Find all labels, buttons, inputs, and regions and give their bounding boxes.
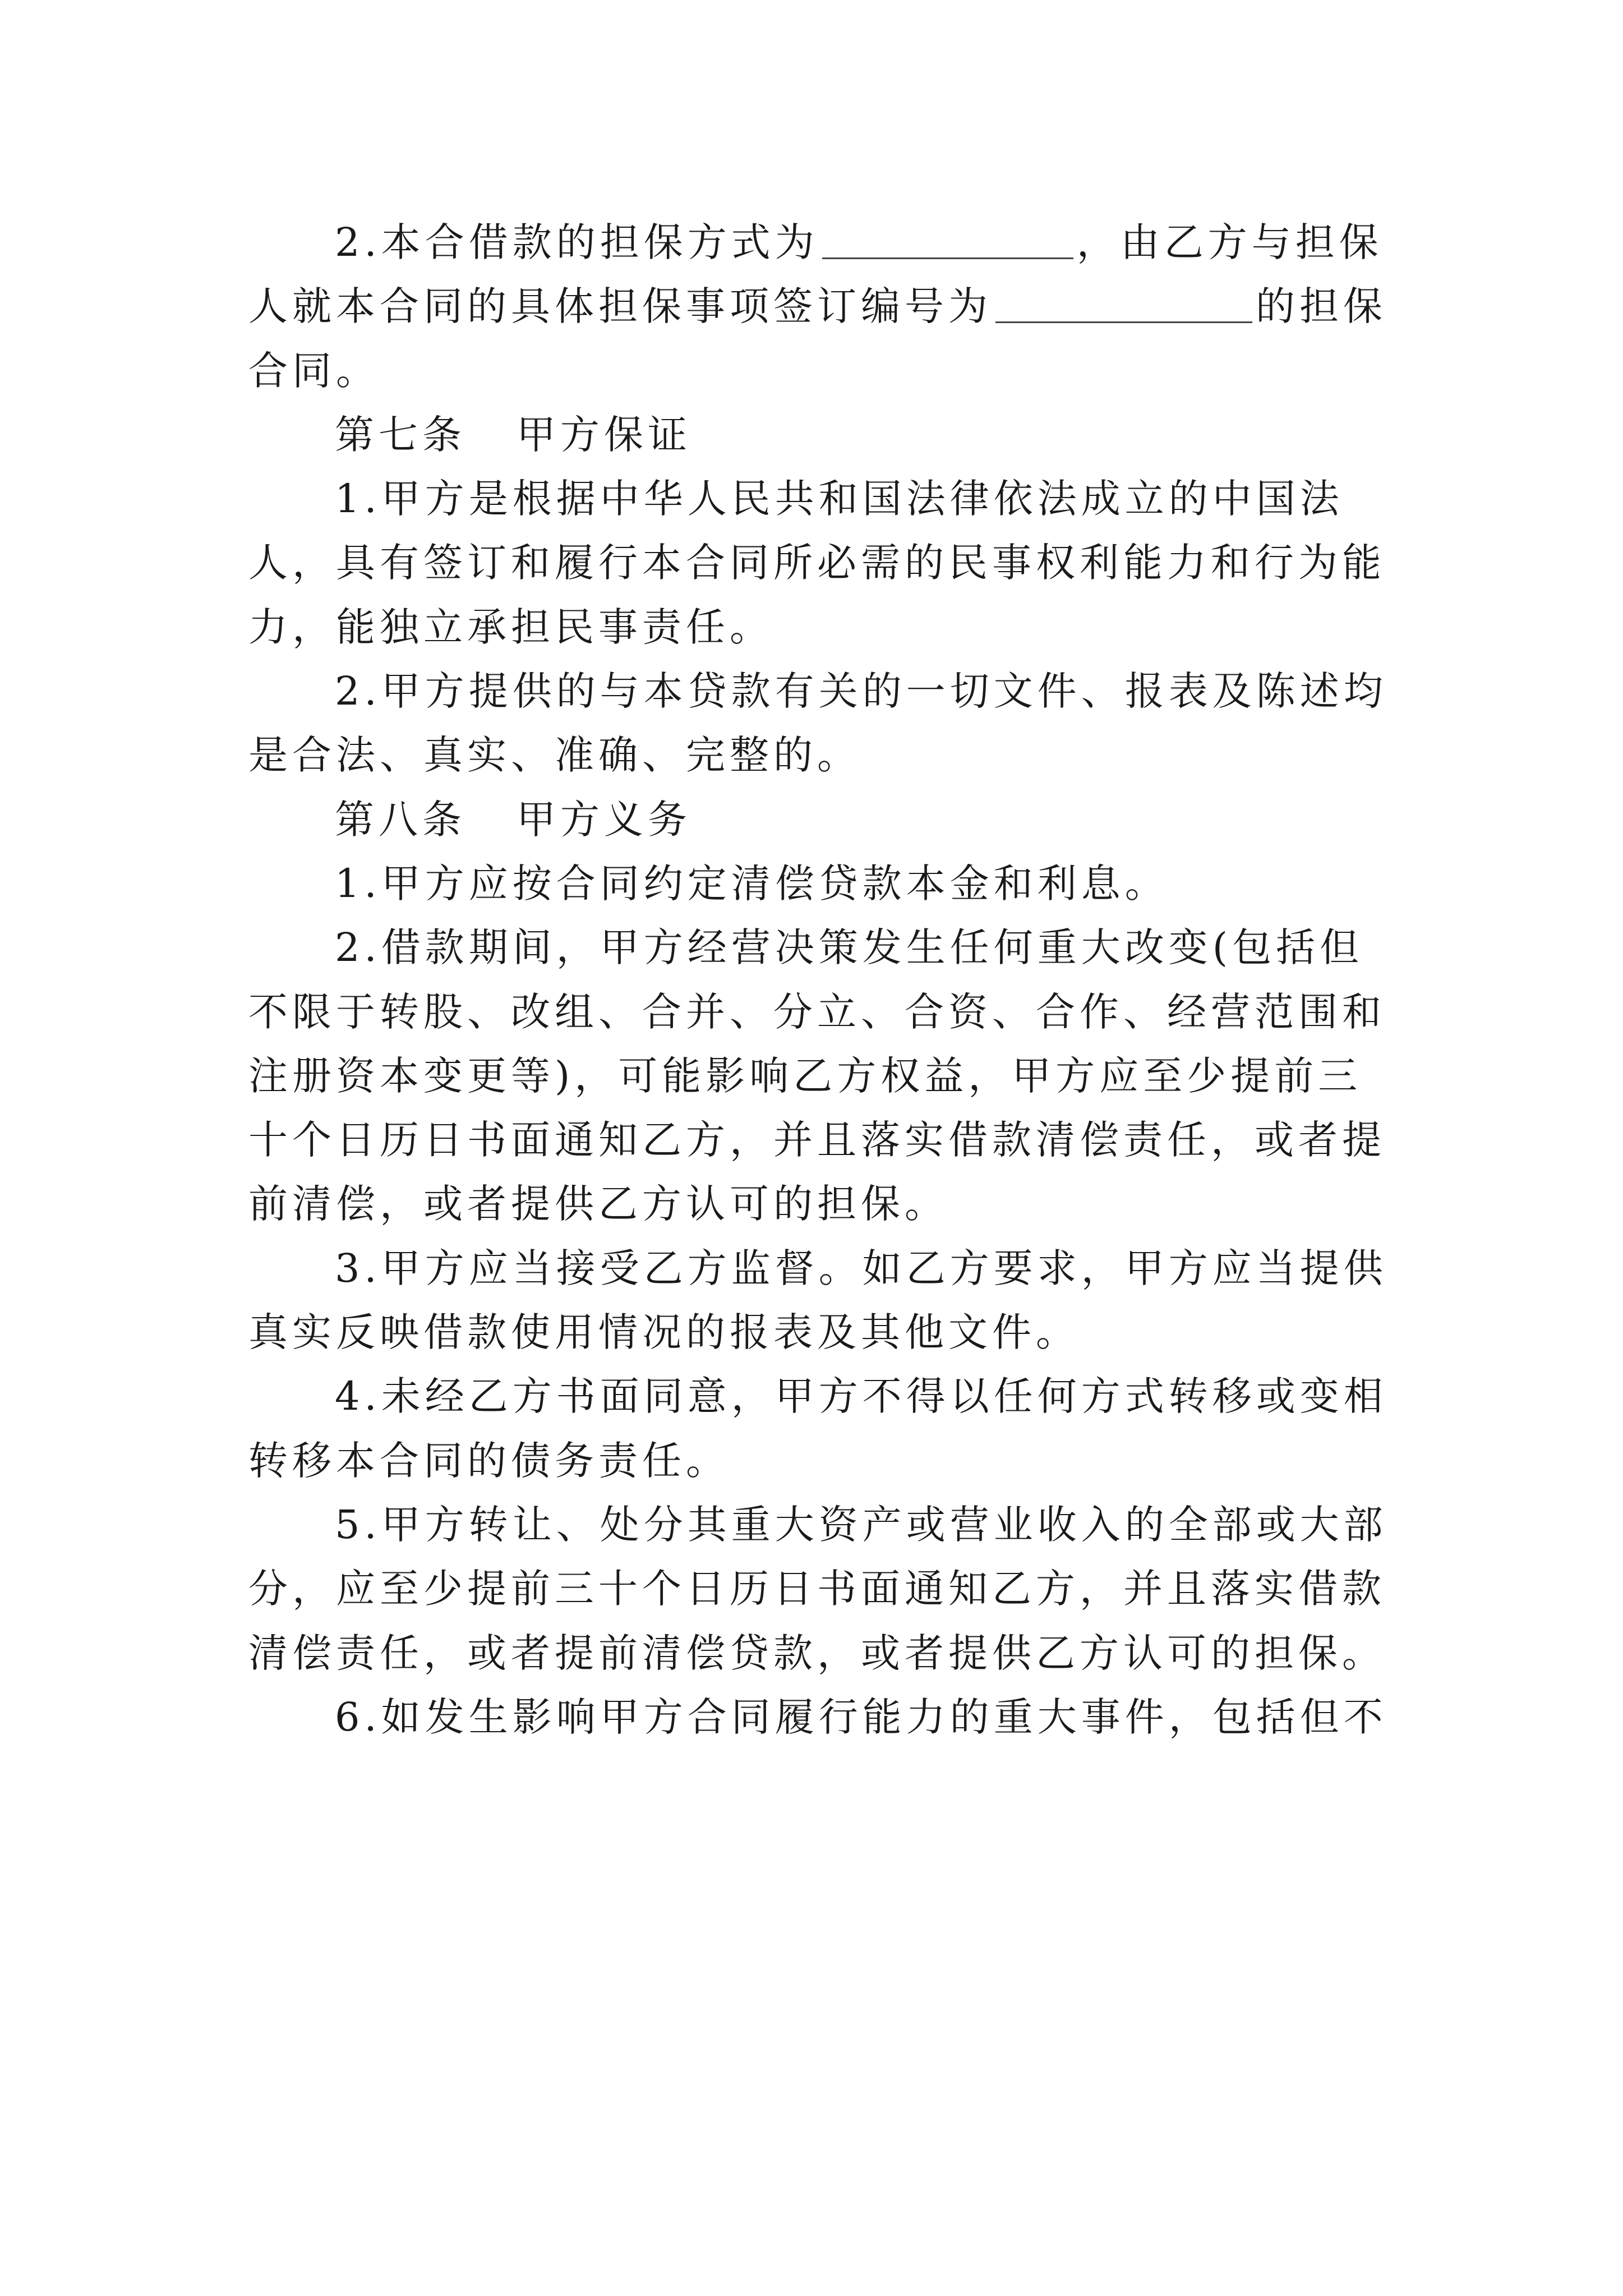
- paragraph-line: 6.如发生影响甲方合同履行能力的重大事件，包括但不: [335, 1694, 1387, 1740]
- article-7-heading: [248, 403, 1393, 467]
- paragraph-line: 不限于转股、改组、合并、分立、合资、合作、经营范围和: [248, 988, 1386, 1035]
- paragraph-line: 3.甲方应当接受乙方监督。如乙方要求，甲方应当提供: [335, 1245, 1387, 1291]
- paragraph-line: 2.借款期间，甲方经营决策发生任何重大改变(包括但: [335, 924, 1364, 971]
- text-segment: ，由乙方与担保: [1076, 219, 1383, 265]
- article-number: 第八条: [335, 796, 466, 843]
- paragraph-line: 真实反映借款使用情况的报表及其他文件。: [248, 1309, 1080, 1356]
- article-title: 甲方义务: [517, 796, 691, 843]
- paragraph-line: 1.甲方是根据中华人民共和国法律依法成立的中国法: [335, 476, 1344, 522]
- paragraph-line: 是合法、真实、准确、完整的。: [248, 732, 861, 779]
- paragraph-line: 十个日历日书面通知乙方，并且落实借款清偿责任，或者提: [248, 1117, 1386, 1163]
- guarantee-clause-line-3: 合同。: [248, 347, 380, 394]
- paragraph-line: 清偿责任，或者提前清偿贷款，或者提供乙方认可的担保。: [248, 1630, 1386, 1676]
- paragraph-line: 转移本合同的债务责任。: [248, 1437, 730, 1484]
- text-segment: 人就本合同的具体担保事项签订编号为: [248, 283, 992, 330]
- guarantee-clause-line-2: [248, 274, 1393, 338]
- contract-text: [248, 210, 1393, 1749]
- paragraph-line: 人，具有签订和履行本合同所必需的民事权利能力和行为能: [248, 540, 1386, 586]
- contract-number-blank[interactable]: [992, 274, 1256, 338]
- paragraph-line: 2.甲方提供的与本贷款有关的一切文件、报表及陈述均: [335, 668, 1387, 715]
- paragraph-line: 注册资本变更等)，可能影响乙方权益，甲方应至少提前三: [248, 1052, 1362, 1099]
- paragraph-line: 1.甲方应按合同约定清偿贷款本金和利息。: [335, 860, 1169, 907]
- article-8-heading: [248, 788, 1393, 852]
- guarantee-method-blank[interactable]: [819, 210, 1077, 274]
- paragraph-line: 力，能独立承担民事责任。: [248, 604, 773, 650]
- article-number: 第七条: [335, 411, 466, 458]
- paragraph-line: 5.甲方转让、处分其重大资产或营业收入的全部或大部: [335, 1501, 1387, 1548]
- paragraph-line: 4.未经乙方书面同意，甲方不得以任何方式转移或变相: [335, 1373, 1387, 1420]
- guarantee-clause-line-1: [248, 210, 1393, 274]
- article-title: 甲方保证: [517, 411, 691, 458]
- paragraph-line: 分，应至少提前三十个日历日书面通知乙方，并且落实借款: [248, 1566, 1386, 1612]
- text-segment: 2.本合借款的担保方式为: [335, 219, 819, 265]
- text-segment: 的担保: [1256, 283, 1387, 330]
- paragraph-line: 前清偿，或者提供乙方认可的担保。: [248, 1181, 948, 1227]
